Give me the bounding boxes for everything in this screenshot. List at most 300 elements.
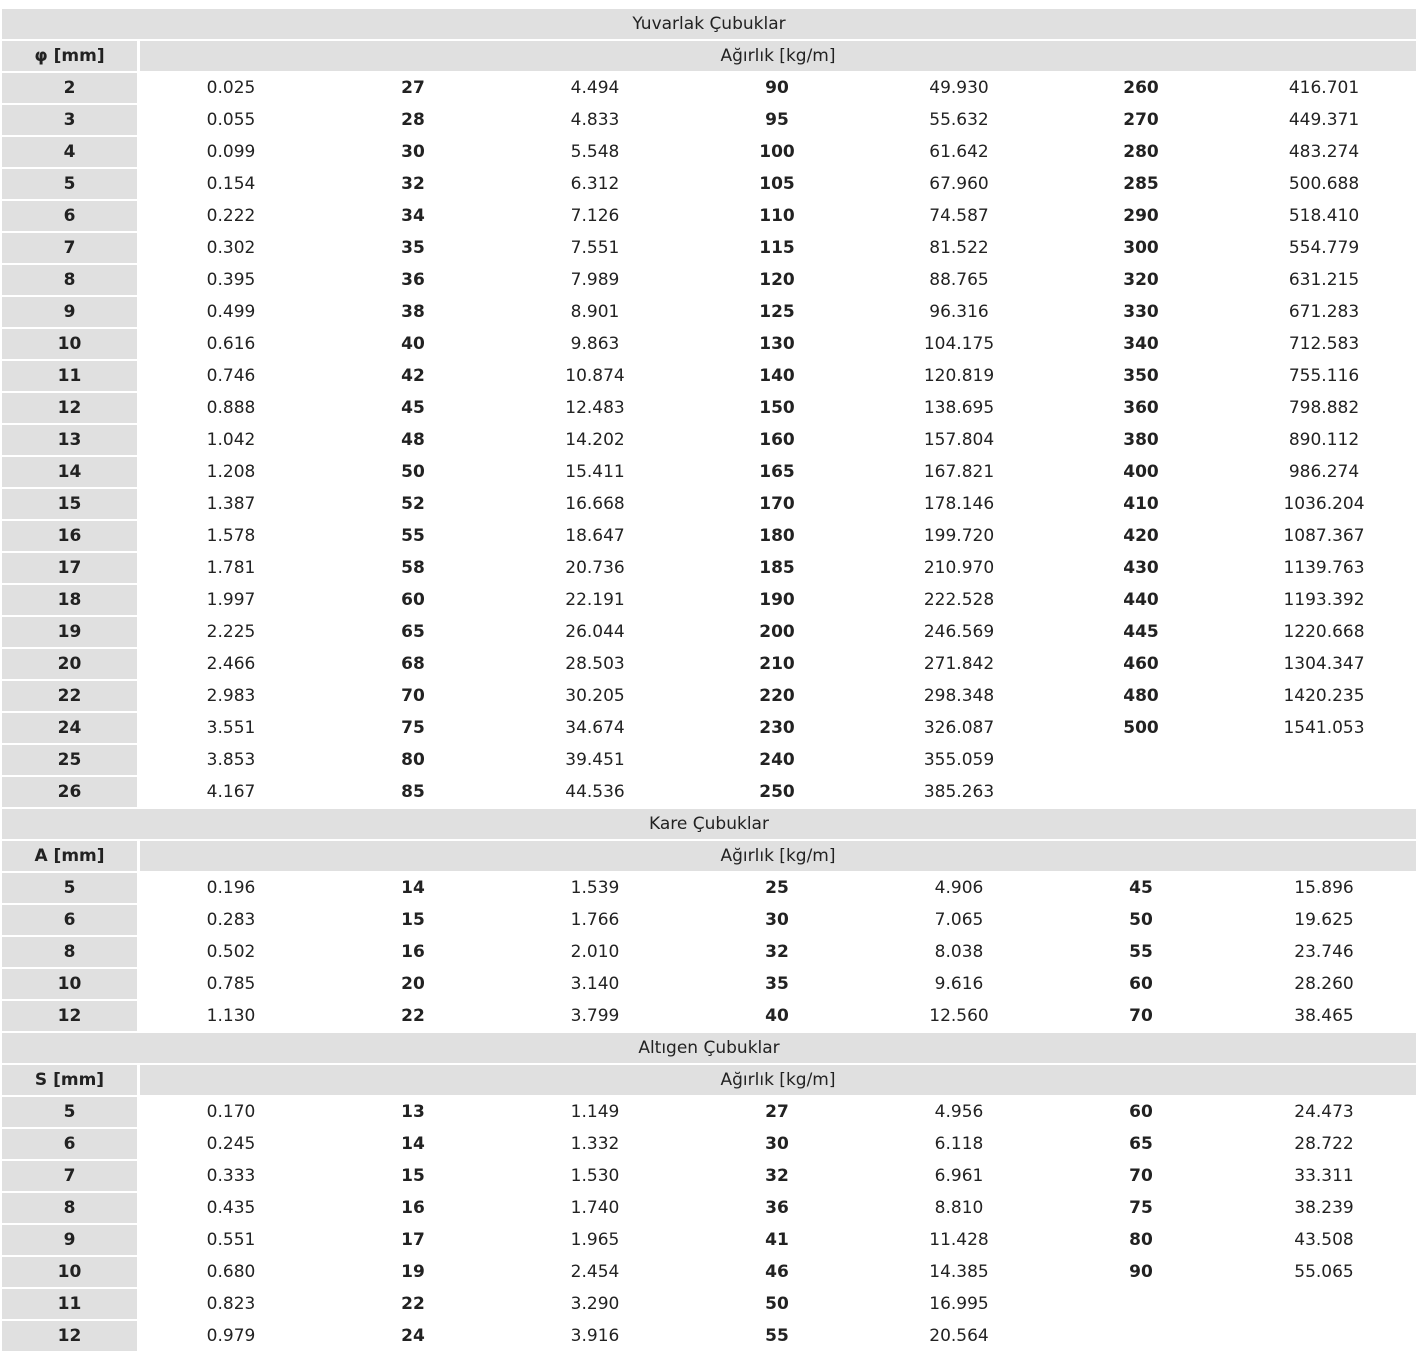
weight-cell: 49.930	[868, 73, 1050, 105]
table-row	[2, 1321, 1416, 1353]
weight-unit-header: Ağırlık [kg/m]	[140, 41, 1416, 73]
section-header-row	[2, 41, 1416, 73]
weight-cell: 33.311	[1232, 1161, 1416, 1193]
size-cell: 8	[2, 937, 140, 969]
table-row	[2, 137, 1416, 169]
weight-cell: 1.766	[504, 905, 686, 937]
size-cell: 40	[686, 1001, 868, 1033]
size-cell: 9	[2, 297, 140, 329]
weight-cell: 6.312	[504, 169, 686, 201]
weight-cell: 74.587	[868, 201, 1050, 233]
size-cell: 38	[322, 297, 504, 329]
size-cell: 360	[1050, 393, 1232, 425]
weight-cell: 2.466	[140, 649, 322, 681]
size-cell: 445	[1050, 617, 1232, 649]
size-cell: 32	[686, 937, 868, 969]
size-cell: 27	[686, 1097, 868, 1129]
size-cell: 285	[1050, 169, 1232, 201]
weight-cell	[1232, 777, 1416, 809]
weight-cell: 7.065	[868, 905, 1050, 937]
size-cell: 80	[1050, 1225, 1232, 1257]
weight-cell: 271.842	[868, 649, 1050, 681]
size-cell	[1050, 777, 1232, 809]
weight-cell: 210.970	[868, 553, 1050, 585]
size-cell: 41	[686, 1225, 868, 1257]
section-title-row	[2, 9, 1416, 41]
weight-unit-header: Ağırlık [kg/m]	[140, 1065, 1416, 1097]
size-cell: 400	[1050, 457, 1232, 489]
size-cell: 130	[686, 329, 868, 361]
weight-cell: 0.395	[140, 265, 322, 297]
size-cell: 14	[322, 873, 504, 905]
table-row	[2, 169, 1416, 201]
weight-cell: 0.888	[140, 393, 322, 425]
size-cell: 27	[322, 73, 504, 105]
weight-cell: 0.746	[140, 361, 322, 393]
weight-cell: 3.551	[140, 713, 322, 745]
weight-cell: 28.260	[1232, 969, 1416, 1001]
table-row	[2, 1257, 1416, 1289]
size-cell: 290	[1050, 201, 1232, 233]
size-cell: 300	[1050, 233, 1232, 265]
size-cell: 65	[1050, 1129, 1232, 1161]
size-cell: 13	[2, 425, 140, 457]
table-row	[2, 521, 1416, 553]
size-cell: 12	[2, 1321, 140, 1353]
size-cell: 460	[1050, 649, 1232, 681]
weight-cell: 0.333	[140, 1161, 322, 1193]
table-row	[2, 73, 1416, 105]
table-row	[2, 457, 1416, 489]
size-cell: 480	[1050, 681, 1232, 713]
size-cell: 190	[686, 585, 868, 617]
weight-cell: 3.140	[504, 969, 686, 1001]
size-cell: 15	[322, 1161, 504, 1193]
size-cell: 240	[686, 745, 868, 777]
weight-cell: 23.746	[1232, 937, 1416, 969]
weight-cell: 631.215	[1232, 265, 1416, 297]
weight-cell: 0.551	[140, 1225, 322, 1257]
size-cell: 19	[322, 1257, 504, 1289]
weight-cell	[1232, 1321, 1416, 1353]
table-row	[2, 681, 1416, 713]
size-cell: 34	[322, 201, 504, 233]
size-cell: 6	[2, 201, 140, 233]
weight-cell: 3.853	[140, 745, 322, 777]
weight-cell: 38.239	[1232, 1193, 1416, 1225]
weight-cell: 24.473	[1232, 1097, 1416, 1129]
weight-cell: 38.465	[1232, 1001, 1416, 1033]
weight-cell: 3.916	[504, 1321, 686, 1353]
weight-cell: 43.508	[1232, 1225, 1416, 1257]
weight-cell: 0.823	[140, 1289, 322, 1321]
weight-cell: 16.668	[504, 489, 686, 521]
weight-cell: 500.688	[1232, 169, 1416, 201]
table-row	[2, 1129, 1416, 1161]
size-cell: 115	[686, 233, 868, 265]
size-cell: 10	[2, 329, 140, 361]
size-cell: 60	[1050, 969, 1232, 1001]
size-cell: 55	[322, 521, 504, 553]
table-row	[2, 585, 1416, 617]
table-row	[2, 201, 1416, 233]
size-cell: 65	[322, 617, 504, 649]
size-cell: 42	[322, 361, 504, 393]
size-cell: 8	[2, 265, 140, 297]
size-cell: 19	[2, 617, 140, 649]
weight-cell: 18.647	[504, 521, 686, 553]
size-cell: 15	[322, 905, 504, 937]
weight-cell: 88.765	[868, 265, 1050, 297]
weight-cell: 61.642	[868, 137, 1050, 169]
weight-cell: 0.680	[140, 1257, 322, 1289]
table-row	[2, 937, 1416, 969]
size-cell: 110	[686, 201, 868, 233]
size-cell: 200	[686, 617, 868, 649]
table-body	[2, 9, 1416, 1353]
size-cell: 8	[2, 1193, 140, 1225]
weight-cell: 326.087	[868, 713, 1050, 745]
table-row	[2, 553, 1416, 585]
size-cell: 46	[686, 1257, 868, 1289]
table-row	[2, 777, 1416, 809]
weight-cell: 138.695	[868, 393, 1050, 425]
size-cell: 50	[322, 457, 504, 489]
weight-cell: 0.785	[140, 969, 322, 1001]
size-cell: 420	[1050, 521, 1232, 553]
weight-cell: 712.583	[1232, 329, 1416, 361]
weight-cell: 890.112	[1232, 425, 1416, 457]
section-header-row	[2, 1065, 1416, 1097]
weight-cell: 15.896	[1232, 873, 1416, 905]
size-cell: 160	[686, 425, 868, 457]
weight-cell: 55.632	[868, 105, 1050, 137]
size-cell: 20	[322, 969, 504, 1001]
weight-cell: 3.799	[504, 1001, 686, 1033]
weight-cell: 483.274	[1232, 137, 1416, 169]
size-cell: 17	[2, 553, 140, 585]
size-cell: 30	[686, 905, 868, 937]
weight-cell: 7.126	[504, 201, 686, 233]
size-cell: 500	[1050, 713, 1232, 745]
weight-cell: 449.371	[1232, 105, 1416, 137]
size-cell: 5	[2, 873, 140, 905]
table-row	[2, 713, 1416, 745]
size-cell: 60	[1050, 1097, 1232, 1129]
size-unit-header: A [mm]	[2, 841, 140, 873]
weight-cell: 4.494	[504, 73, 686, 105]
weight-cell: 28.503	[504, 649, 686, 681]
weight-cell: 26.044	[504, 617, 686, 649]
size-cell: 80	[322, 745, 504, 777]
size-cell: 26	[2, 777, 140, 809]
weight-cell: 11.428	[868, 1225, 1050, 1257]
weight-cell: 15.411	[504, 457, 686, 489]
table-row	[2, 297, 1416, 329]
size-unit-header: φ [mm]	[2, 41, 140, 73]
weight-cell	[1232, 1289, 1416, 1321]
weight-cell: 1.149	[504, 1097, 686, 1129]
weight-cell: 518.410	[1232, 201, 1416, 233]
size-cell: 10	[2, 969, 140, 1001]
size-cell: 75	[322, 713, 504, 745]
table-row	[2, 361, 1416, 393]
weight-cell: 0.222	[140, 201, 322, 233]
size-cell: 24	[2, 713, 140, 745]
weight-cell: 355.059	[868, 745, 1050, 777]
section-title-row	[2, 1033, 1416, 1065]
size-cell: 25	[2, 745, 140, 777]
weight-cell: 12.560	[868, 1001, 1050, 1033]
weight-cell: 67.960	[868, 169, 1050, 201]
size-cell: 340	[1050, 329, 1232, 361]
weight-cell: 1.208	[140, 457, 322, 489]
weight-cell: 3.290	[504, 1289, 686, 1321]
weight-cell: 44.536	[504, 777, 686, 809]
weight-cell: 8.810	[868, 1193, 1050, 1225]
weight-cell: 96.316	[868, 297, 1050, 329]
size-cell: 70	[1050, 1001, 1232, 1033]
weight-cell: 19.625	[1232, 905, 1416, 937]
size-cell: 35	[686, 969, 868, 1001]
size-cell: 12	[2, 1001, 140, 1033]
size-cell: 380	[1050, 425, 1232, 457]
table-row	[2, 1001, 1416, 1033]
size-cell: 22	[322, 1001, 504, 1033]
size-cell: 17	[322, 1225, 504, 1257]
size-cell: 350	[1050, 361, 1232, 393]
size-cell: 12	[2, 393, 140, 425]
weight-cell: 120.819	[868, 361, 1050, 393]
weight-cell: 0.245	[140, 1129, 322, 1161]
table-row	[2, 1289, 1416, 1321]
section-title: Yuvarlak Çubuklar	[2, 9, 1416, 41]
size-cell: 36	[322, 265, 504, 297]
size-cell: 95	[686, 105, 868, 137]
weight-cell: 104.175	[868, 329, 1050, 361]
size-cell: 50	[686, 1289, 868, 1321]
weight-unit-header: Ağırlık [kg/m]	[140, 841, 1416, 873]
weight-cell: 1087.367	[1232, 521, 1416, 553]
section-header-row	[2, 841, 1416, 873]
size-cell: 170	[686, 489, 868, 521]
weight-cell: 6.118	[868, 1129, 1050, 1161]
size-cell: 16	[322, 937, 504, 969]
weight-cell: 0.196	[140, 873, 322, 905]
size-cell: 60	[322, 585, 504, 617]
table-row	[2, 1193, 1416, 1225]
weight-cell: 1.530	[504, 1161, 686, 1193]
weight-cell: 1220.668	[1232, 617, 1416, 649]
size-cell: 180	[686, 521, 868, 553]
weight-cell: 0.055	[140, 105, 322, 137]
weight-cell: 0.154	[140, 169, 322, 201]
weight-cell: 1139.763	[1232, 553, 1416, 585]
size-cell: 6	[2, 1129, 140, 1161]
weight-cell: 4.167	[140, 777, 322, 809]
weight-cell: 222.528	[868, 585, 1050, 617]
table-row	[2, 393, 1416, 425]
size-cell: 40	[322, 329, 504, 361]
weight-cell: 1.539	[504, 873, 686, 905]
size-cell: 36	[686, 1193, 868, 1225]
weight-cell: 1036.204	[1232, 489, 1416, 521]
size-cell: 2	[2, 73, 140, 105]
size-cell: 68	[322, 649, 504, 681]
size-cell: 6	[2, 905, 140, 937]
weight-cell: 0.025	[140, 73, 322, 105]
size-cell: 105	[686, 169, 868, 201]
section-title-row	[2, 809, 1416, 841]
weight-cell: 755.116	[1232, 361, 1416, 393]
size-cell	[1050, 745, 1232, 777]
size-cell: 85	[322, 777, 504, 809]
size-cell: 22	[322, 1289, 504, 1321]
size-cell: 32	[322, 169, 504, 201]
size-cell: 22	[2, 681, 140, 713]
table-row	[2, 1097, 1416, 1129]
weight-cell: 0.435	[140, 1193, 322, 1225]
size-cell: 270	[1050, 105, 1232, 137]
size-cell: 28	[322, 105, 504, 137]
weight-cell: 8.901	[504, 297, 686, 329]
weight-cell: 16.995	[868, 1289, 1050, 1321]
weight-cell: 4.956	[868, 1097, 1050, 1129]
table-row	[2, 905, 1416, 937]
size-cell: 25	[686, 873, 868, 905]
weight-cell: 0.170	[140, 1097, 322, 1129]
weight-cell: 14.202	[504, 425, 686, 457]
weight-cell: 20.736	[504, 553, 686, 585]
weight-cell: 6.961	[868, 1161, 1050, 1193]
weight-cell: 1.578	[140, 521, 322, 553]
weight-cell: 246.569	[868, 617, 1050, 649]
size-cell: 5	[2, 1097, 140, 1129]
size-cell: 140	[686, 361, 868, 393]
size-cell: 90	[686, 73, 868, 105]
weight-cell: 0.616	[140, 329, 322, 361]
weight-cell: 12.483	[504, 393, 686, 425]
weight-cell: 5.548	[504, 137, 686, 169]
weight-cell: 1.042	[140, 425, 322, 457]
size-cell: 70	[1050, 1161, 1232, 1193]
table-row	[2, 969, 1416, 1001]
size-cell: 330	[1050, 297, 1232, 329]
size-cell: 280	[1050, 137, 1232, 169]
weight-cell: 0.302	[140, 233, 322, 265]
size-cell: 16	[2, 521, 140, 553]
size-cell: 15	[2, 489, 140, 521]
weight-cell: 0.283	[140, 905, 322, 937]
size-cell: 9	[2, 1225, 140, 1257]
size-cell: 55	[1050, 937, 1232, 969]
weight-cell: 2.454	[504, 1257, 686, 1289]
size-cell: 18	[2, 585, 140, 617]
size-cell: 3	[2, 105, 140, 137]
weight-cell: 7.551	[504, 233, 686, 265]
weight-cell: 178.146	[868, 489, 1050, 521]
weight-cell: 554.779	[1232, 233, 1416, 265]
size-cell: 120	[686, 265, 868, 297]
weight-cell: 10.874	[504, 361, 686, 393]
weight-cell: 0.502	[140, 937, 322, 969]
table-row	[2, 1225, 1416, 1257]
size-cell: 10	[2, 1257, 140, 1289]
weight-cell: 1.740	[504, 1193, 686, 1225]
size-cell: 52	[322, 489, 504, 521]
size-cell: 100	[686, 137, 868, 169]
table-row	[2, 105, 1416, 137]
size-cell: 11	[2, 1289, 140, 1321]
size-cell: 75	[1050, 1193, 1232, 1225]
size-cell: 32	[686, 1161, 868, 1193]
weight-cell: 671.283	[1232, 297, 1416, 329]
size-cell: 20	[2, 649, 140, 681]
table-row	[2, 873, 1416, 905]
weight-cell: 7.989	[504, 265, 686, 297]
weight-cell: 798.882	[1232, 393, 1416, 425]
weight-cell: 22.191	[504, 585, 686, 617]
weight-cell: 385.263	[868, 777, 1050, 809]
weight-cell: 14.385	[868, 1257, 1050, 1289]
size-cell: 50	[1050, 905, 1232, 937]
weight-cell	[1232, 745, 1416, 777]
weight-cell: 1.781	[140, 553, 322, 585]
size-cell: 430	[1050, 553, 1232, 585]
weight-cell: 9.863	[504, 329, 686, 361]
weight-cell: 1.332	[504, 1129, 686, 1161]
size-cell	[1050, 1321, 1232, 1353]
table-row	[2, 425, 1416, 457]
bar-weight-table	[2, 9, 1416, 1353]
size-cell: 58	[322, 553, 504, 585]
table-row	[2, 745, 1416, 777]
size-cell: 30	[322, 137, 504, 169]
weight-cell: 20.564	[868, 1321, 1050, 1353]
weight-cell: 1193.392	[1232, 585, 1416, 617]
weight-cell: 81.522	[868, 233, 1050, 265]
weight-cell: 2.225	[140, 617, 322, 649]
size-cell: 45	[1050, 873, 1232, 905]
weight-cell: 0.499	[140, 297, 322, 329]
weight-cell: 28.722	[1232, 1129, 1416, 1161]
weight-cell: 298.348	[868, 681, 1050, 713]
weight-cell: 30.205	[504, 681, 686, 713]
table-row	[2, 233, 1416, 265]
size-cell: 16	[322, 1193, 504, 1225]
weight-cell: 2.010	[504, 937, 686, 969]
size-unit-header: S [mm]	[2, 1065, 140, 1097]
size-cell: 13	[322, 1097, 504, 1129]
weight-cell: 1541.053	[1232, 713, 1416, 745]
size-cell: 185	[686, 553, 868, 585]
weight-cell: 2.983	[140, 681, 322, 713]
weight-cell: 9.616	[868, 969, 1050, 1001]
size-cell: 7	[2, 1161, 140, 1193]
size-cell: 165	[686, 457, 868, 489]
weight-cell: 1420.235	[1232, 681, 1416, 713]
size-cell: 410	[1050, 489, 1232, 521]
table-row	[2, 1161, 1416, 1193]
size-cell: 125	[686, 297, 868, 329]
weight-cell: 1.130	[140, 1001, 322, 1033]
size-cell: 45	[322, 393, 504, 425]
weight-cell: 986.274	[1232, 457, 1416, 489]
size-cell: 250	[686, 777, 868, 809]
table-row	[2, 329, 1416, 361]
weight-cell: 1.387	[140, 489, 322, 521]
weight-cell: 0.979	[140, 1321, 322, 1353]
